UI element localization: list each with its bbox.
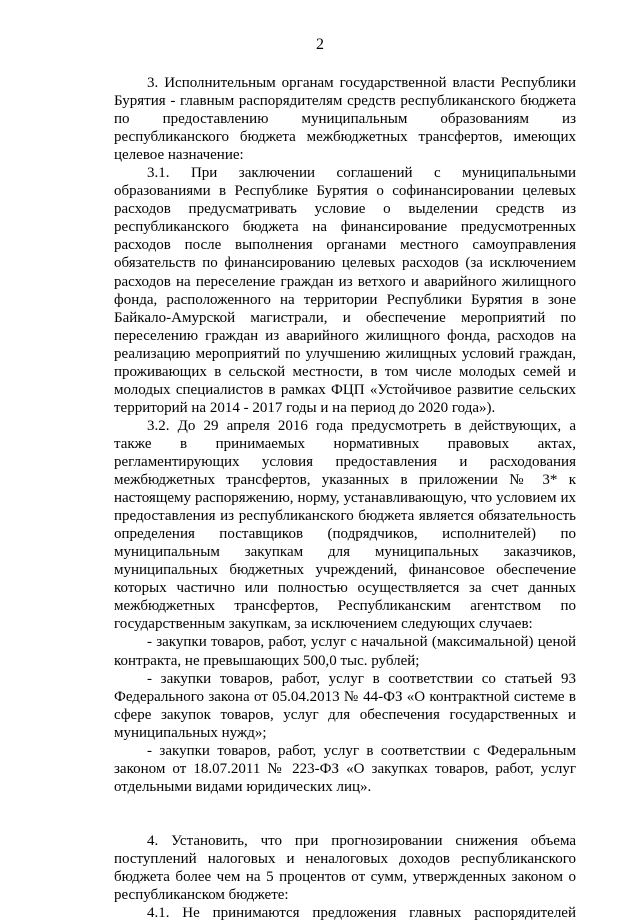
page-number: 2 bbox=[316, 36, 324, 53]
list-item-procurement-limit: - закупки товаров, работ, услуг с начальной (максимальной) ценой контракта, не превышающих 500,0 тыс. рублей; bbox=[114, 634, 576, 669]
paragraph-spacer bbox=[114, 796, 576, 832]
paragraph-3: 3. Исполнительным органам государственной власти Республики Бурятия - главным распорядителям средств республиканского бюджета по предоставлению муниципальным образованиям из республиканского бюджета межбюджетных трансфертов, имеющих целевое назначение: bbox=[114, 75, 576, 164]
list-item-223-fz: - закупки товаров, работ, услуг в соответствии с Федеральным законом от 18.07.2011 № 223-ФЗ «О закупках товаров, работ, услуг отдельными видами юридических лиц». bbox=[114, 742, 576, 795]
paragraph-4: 4. Установить, что при прогнозировании снижения объема поступлений налоговых и неналоговых доходов республиканского бюджета более чем на 5 процентов от сумм, утвержденных законом о республиканском бюджете: bbox=[114, 832, 576, 904]
paragraph-4-1: 4.1. Не принимаются предложения главных распорядителей bbox=[147, 905, 576, 922]
document-body bbox=[114, 74, 576, 922]
list-item-article-93: - закупки товаров, работ, услуг в соответствии со статьей 93 Федерального закона от 05.04.2013 № 44-ФЗ «О контрактной системе в сфере закупок товаров, услуг для обеспечения государственных и муниципальных нужд»; bbox=[114, 670, 576, 741]
paragraph-3-1: 3.1. При заключении соглашений с муниципальными образованиями в Республике Бурятия о софинансировании целевых расходов предусматривать условие о выделении средств из республиканского бюджета на финансирование предусмотренных расходов после выполнения органами местного самоуправления обязательств по финансированию целевых расходов (за исключением расходов на переселение граждан из ветхого и аварийного жилищного фонда, расположенного на территории Республики Бурятия в зоне Байкало-Амурской магистрали, и обеспечение мероприятий по переселению граждан из аварийного жилищного фонда, расходов на реализацию мероприятий по улучшению жилищных условий граждан, проживающих в сельской местности, в том числе молодых семей и молодых специалистов в рамках ФЦП «Устойчивое развитие сельских территорий на 2014 - 2017 годы и на период до 2020 года»). bbox=[114, 165, 576, 416]
paragraph-3-2: 3.2. До 29 апреля 2016 года предусмотреть в действующих, а также в принимаемых нормативных правовых актах, регламентирующих условия предоставления и расходования межбюджетных трансфертов, указанных в приложении № 3* к настоящему распоряжению, норму, устанавливающую, что условием их предоставления из республиканского бюджета является обязательность определения поставщиков (подрядчиков, исполнителей) по муниципальным закупкам для муниципальных заказчиков, муниципальных бюджетных учреждений, финансовое обеспечение которых частично или полностью осуществляется за счет данных межбюджетных трансфертов, Республиканским агентством по государственным закупкам, за исключением следующих случаев: bbox=[114, 417, 576, 633]
